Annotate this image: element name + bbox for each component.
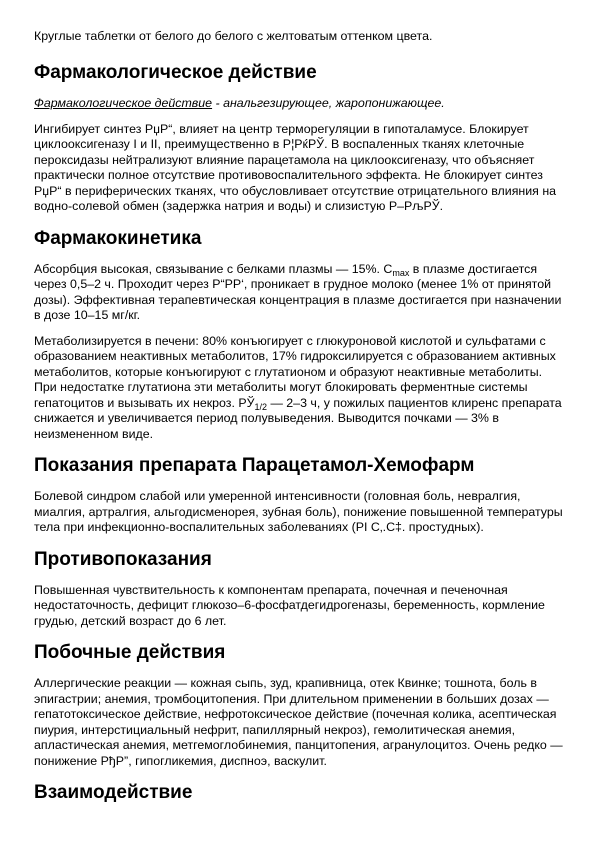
pharmacology-term-link: Фармакологическое действие (34, 96, 213, 110)
section-title-side-effects: Побочные действия (34, 642, 226, 663)
pharmacology-summary (34, 96, 563, 112)
pharmacokinetics-p1-end: в плазме достигается через 0,5–2 ч. Проходит через Р“РР‘, проникает в грудное молоко (менее 1% от принятой дозы). Эффективная терапевтическая концентрация в плазме достигается при назначении в дозе 10–15 мг/кг. (34, 261, 562, 322)
section-title-pharmacology: Фармакологическое действие (34, 62, 317, 83)
section-title-interactions: Взаимодействие (34, 782, 193, 803)
pharmacokinetics-p1-start: Абсорбция высокая, связывание с белками плазмы — 15%. C (34, 261, 393, 276)
section-title-pharmacokinetics: Фармакокинетика (34, 227, 202, 249)
indications-paragraph: Болевой синдром слабой или умеренной интенсивности (головная боль, невралгия, миалгия, артралгия, альгодисменорея, зубная боль), понижение повышенной температуры тела при инфекционно-воспалительных заболеваниях (РІ С‚.С‡. простудных). (34, 489, 563, 534)
half-life-subscript: 1/2 (254, 401, 268, 412)
pharmacokinetics-p2-end: — 2–3 ч, у пожилых пациентов клиренс препарата снижается и увеличивается период полувыведения. Выводится почками — 3% в неизмененном виде. (34, 395, 562, 441)
pharmacology-summary-rest: - анальгезирующее, жаропонижающее. (212, 96, 445, 110)
pharmacokinetics-p2-start: Метаболизируется в печени: 80% конъюгирует с глюкуроновой кислотой и сульфатами с образованием неактивных метаболитов, 17% гидроксилируется с образованием активных метаболитов, которые конъюгируют с глутатионом и образуют неактивные метаболиты. При недостатке глутатиона эти метаболиты могут блокировать ферментные системы гепатоцитов и вызывать их некроз. РЎ (34, 333, 556, 410)
pharmacokinetics-paragraph-2 (34, 334, 563, 443)
section-title-indications: Показания препарата Парацетамол-Хемофарм (34, 455, 475, 476)
description-text: Круглые таблетки от белого до белого с желтоватым оттенком цвета. (34, 29, 433, 43)
cmax-subscript: max (392, 267, 410, 278)
pharmacology-paragraph: Ингибирует синтез РџР“, влияет на центр терморегуляции в гипоталамусе. Блокирует циклооксигеназу I и II, преимущественно в Р¦РќРЎ. В воспаленных тканях клеточные пероксидазы нейтрализуют влияние парацетамола на циклооксигеназу, что объясняет практически полное отсутствие противовоспалительного эффекта. Не блокирует синтез РџР“ в периферических тканях, что обусловливает отсутствие отрицательного влияния на водно-солевой обмен (задержка натрия и воды) и слизистую Р–РљРЎ. (34, 121, 557, 213)
side-effects-paragraph: Аллергические реакции — кожная сыпь, зуд, крапивница, отек Квинке; тошнота, боль в эпигастрии; анемия, тромбоцитопения. При длительном применении в больших дозах — гепатотоксическое действие, нефротоксическое действие (почечная колика, асептическая пиурия, интерстициальный нефрит, папиллярный некроз), гемолитическая анемия, апластическая анемия, метгемоглобинемия, панцитопения, агранулоцитоз. Очень редко — понижение РђР”, гипогликемия, диспноэ, васкулит. (34, 676, 563, 768)
section-title-contraindications: Противопоказания (34, 548, 212, 570)
contraindications-paragraph: Повышенная чувствительность к компонентам препарата, почечная и печеночная недостаточность, дефицит глюкозо–6-фосфатдегидрогеназы, беременность, кормление грудью, детский возраст до 6 лет. (34, 582, 545, 628)
pharmacokinetics-paragraph-1 (34, 262, 563, 324)
